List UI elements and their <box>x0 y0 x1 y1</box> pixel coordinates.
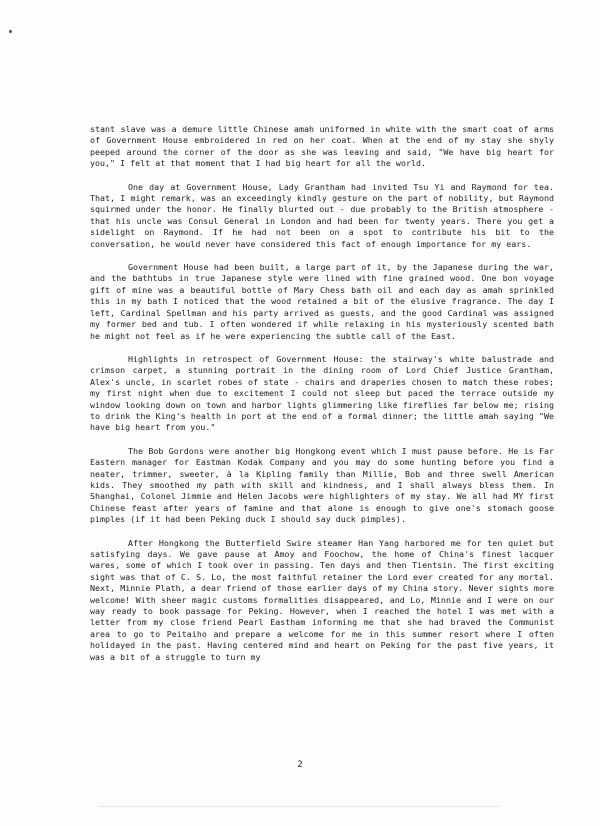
paragraph: Government House had been built, a large part of it, by the Japanese during the war, and the bathtubs in true Japanese style were lined with fine grained wood. One bon voyage gift of mine was a beautiful bottle of Mary Chess bath oil and each day as amah sprinkled this in my bath I noticed that the wood retained a bit of the elusive fragrance. The day I left, Cardinal Spellman and his party arrived as guests, and the good Cardinal was assigned my former bed and tub. I often wondered if while relaxing in his mysteriously scented bath he might not feel as if he were experiencing the subtle call of the East. <box>90 262 554 341</box>
paragraph: stant slave was a demure little Chinese amah uniformed in white with the smart coat of arms of Government House embroidered in red on her coat. When at the end of my stay she shyly peeped around the corner of the door as she was leaving and said, "We have big heart for you," I felt at that moment that I had big heart for all the world. <box>90 124 554 169</box>
paragraph: After Hongkong the Butterfield Swire steamer Han Yang harbored me for ten quiet but satisfying days. We gave pause at Amoy and Foochow, the home of China's finest lacquer wares, some of which I took over in passing. Ten days and then Tientsin. The first exciting sight was that of C. S. Lo, the most faithful retainer the Lord ever created for any mortal. Next, Minnie Plath, a dear friend of those earlier days of my China story. Never sights more welcome! With sheer magic customs formalities disappeared, and Lo, Minnie and I were on our way ready to book passage for Peking. However, when I reached the hotel I was met with a letter from my close friend Pearl Eastham informing me that she had braved the Communist area to go to Peitaiho and prepare a welcome for me in this summer resort where I often holidayed in the past. Having centered mind and heart on Peking for the past five years, it was a bit of a struggle to turn my <box>90 537 554 662</box>
body-text <box>90 124 554 675</box>
page-number: 2 <box>297 760 303 770</box>
margin-mark <box>9 30 12 33</box>
paragraph: Highlights in retrospect of Government House: the stairway's white balustrade and crimson carpet, a stunning portrait in the dining room of Lord Chief Justice Grantham, Alex's uncle, in scarlet robes of state - chairs and draperies chosen to match these robes; my first night when due to excitement I could not sleep but paced the terrace outside my window looking down on town and harbor lights glimmering like fireflies far below me; rising to drink the King's health in port at the end of a formal dinner; the little amah saying "We have big heart from you." <box>90 353 554 433</box>
paragraph: The Bob Gordons were another big Hongkong event which I must pause before. He is Far Eastern manager for Eastman Kodak Company and you may do some hunting before you find a neater, trimmer, sweeter, à la Kipling family than Millie, Bob and three swell American kids. They smoothed my path with skill and kindness, and I shall always bless them. In Shanghai, Colonel Jimmie and Helen Jacobs were highlighters of my stay. We all had MY first Chinese feast after years of famine and that alone is enough to give one's stomach goose pimples (if it had been Peking duck I should say duck pimples). <box>90 445 554 525</box>
paragraph: One day at Government House, Lady Grantham had invited Tsu Yi and Raymond for tea. That, I might remark, was an exceedingly kindly gesture on the part of nobility, but Raymond squirmed under the honor. He finally blurted out - due probably to the British atmosphere - that his uncle was Consul General in London and had been for twenty years. There you get a sidelight on Raymond. If he had not been on a spot to contribute his bit to the conversation, he would never have considered this fact of enough importance for my ears. <box>90 181 554 249</box>
scan-artifact-line <box>100 802 500 807</box>
